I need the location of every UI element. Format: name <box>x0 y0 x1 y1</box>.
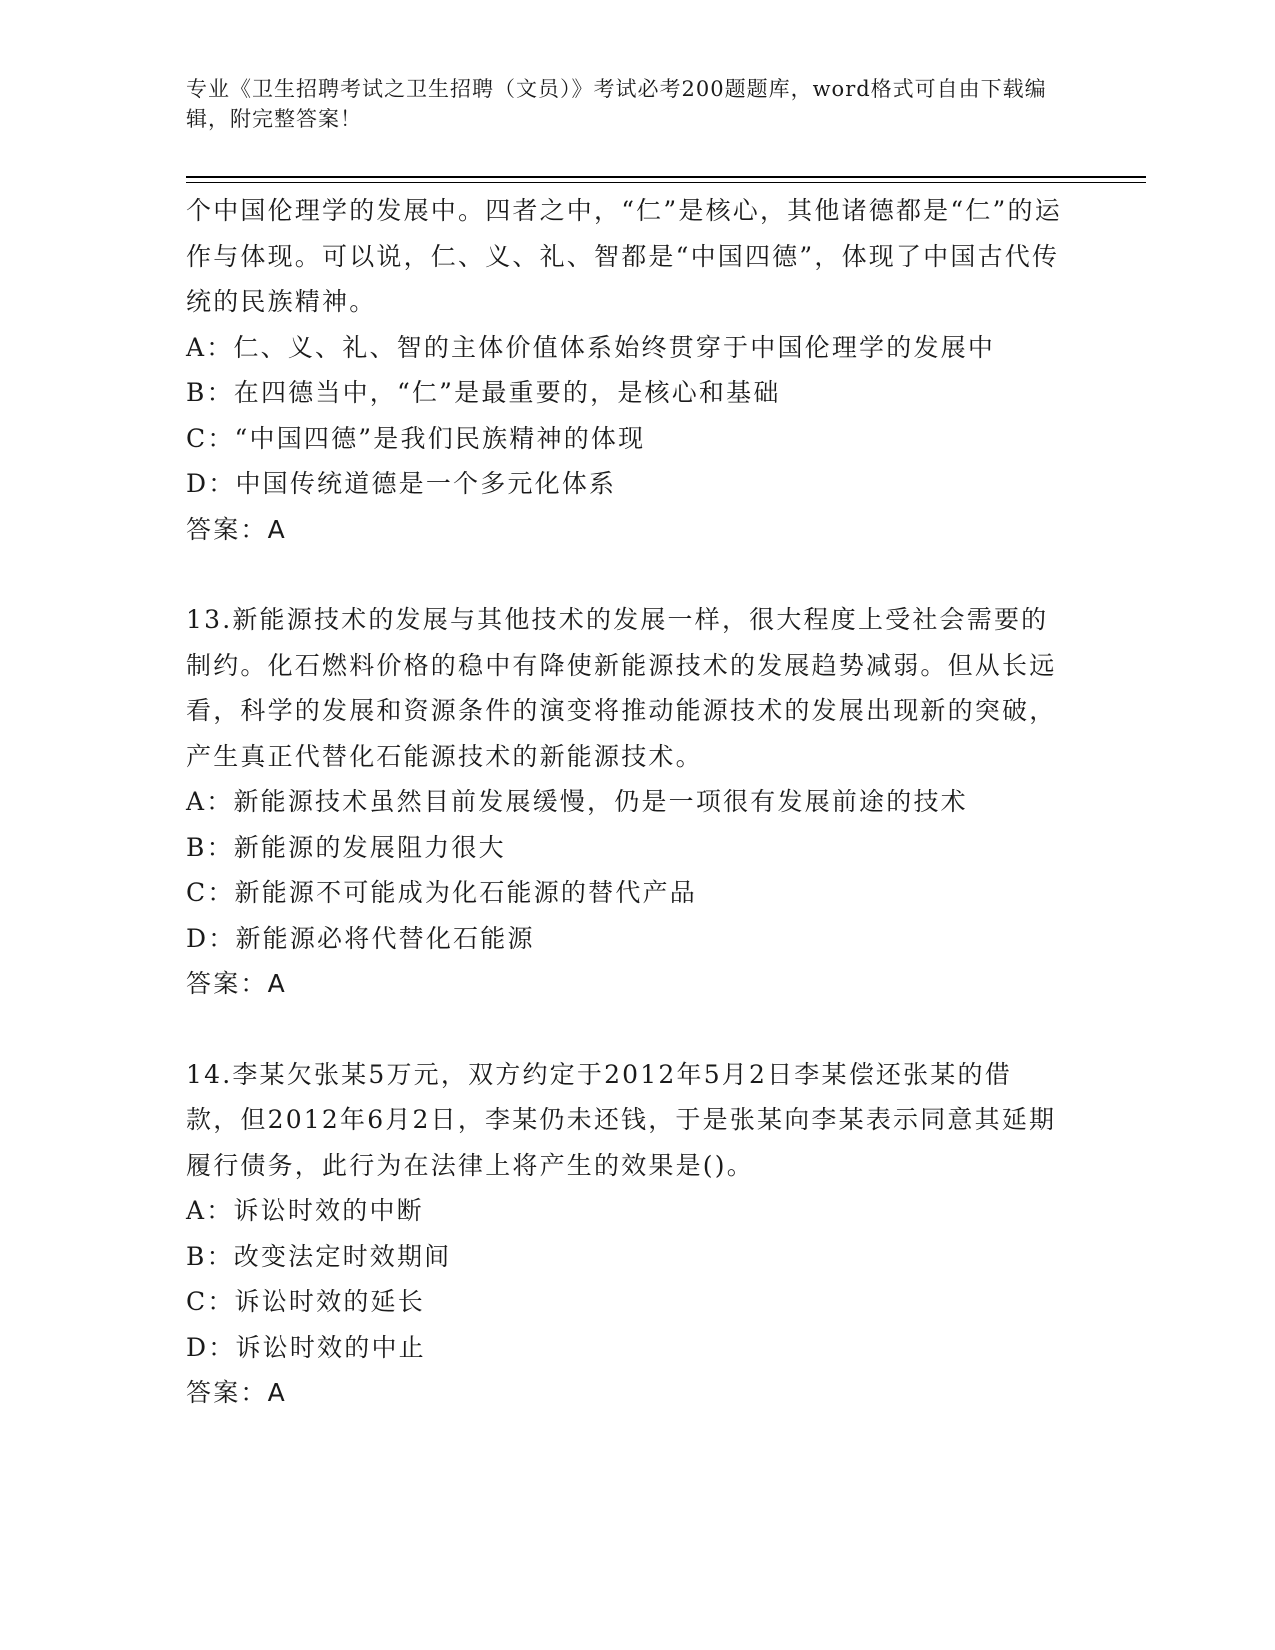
option-d: D：新能源必将代替化石能源 <box>186 923 535 953</box>
question-block <box>186 188 1066 552</box>
spacer <box>186 552 1066 597</box>
option-d: D：中国传统道德是一个多元化体系 <box>186 469 617 498</box>
question-stem: 13.新能源技术的发展与其他技术的发展一样，很大程度上受社会需要的制约。化石燃料价格的稳中有降使新能源技术的发展趋势减弱。但从长远看，科学的发展和资源条件的演变将推动能源技术的发展出现新的突破，产生真正代替化石能源技术的新能源技术。 <box>186 605 1057 771</box>
spacer <box>186 1007 1066 1052</box>
option-b: B：在四德当中，“仁”是最重要的，是核心和基础 <box>186 378 781 407</box>
option-b: B：新能源的发展阻力很大 <box>186 832 506 862</box>
option-a: A：新能源技术虽然目前发展缓慢，仍是一项很有发展前途的技术 <box>186 787 968 816</box>
question-stem: 14.李某欠张某5万元，双方约定于2012年5月2日李某偿还张某的借款，但2012年6月2日，李某仍未还钱，于是张某向李某表示同意其延期履行债务，此行为在法律上将产生的效果是()。 <box>186 1059 1057 1180</box>
answer-line: 答案：A <box>186 969 287 998</box>
option-c: C：诉讼时效的延长 <box>186 1287 425 1316</box>
header-rule-thin <box>186 182 1146 183</box>
header-rule-thick <box>186 176 1146 178</box>
option-c: C：“中国四德”是我们民族精神的体现 <box>186 423 646 453</box>
answer-line: 答案：A <box>186 1378 287 1407</box>
option-b: B：改变法定时效期间 <box>186 1241 452 1271</box>
answer-line: 答案：A <box>186 514 287 544</box>
question-list <box>186 188 1066 1416</box>
question-stem: 个中国伦理学的发展中。四者之中，“仁”是核心，其他诸德都是“仁”的运作与体现。可以说，仁、义、礼、智都是“中国四德”，体现了中国古代传统的民族精神。 <box>186 196 1062 316</box>
question-block <box>186 597 1066 1007</box>
question-block <box>186 1052 1066 1416</box>
option-c: C：新能源不可能成为化石能源的替代产品 <box>186 878 697 907</box>
page-header: 专业《卫生招聘考试之卫生招聘（文员）》考试必考200题题库，word格式可自由下载编辑，附完整答案！ <box>186 77 1047 131</box>
option-a: A：诉讼时效的中断 <box>186 1196 424 1225</box>
option-d: D：诉讼时效的中止 <box>186 1332 426 1362</box>
option-a: A：仁、义、礼、智的主体价值体系始终贯穿于中国伦理学的发展中 <box>186 332 996 362</box>
